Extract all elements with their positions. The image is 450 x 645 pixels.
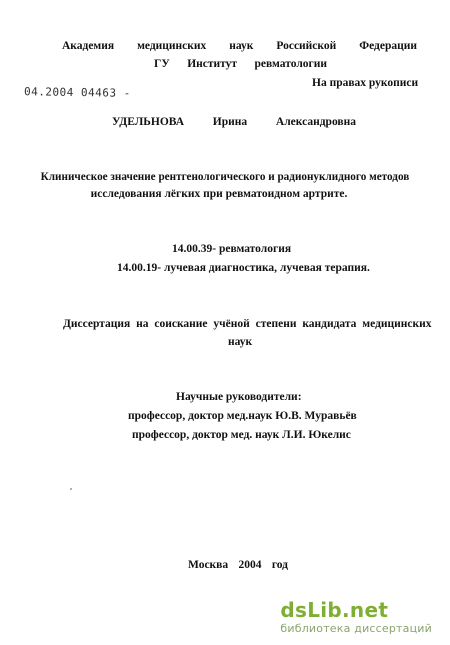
author-surname: УДЕЛЬНОВА (112, 116, 185, 128)
footer-city: Москва (188, 559, 229, 571)
footer-year-word: год (271, 559, 288, 571)
manuscript-note: На правах рукописи (312, 77, 419, 89)
author-line (112, 116, 356, 128)
dissertation-line-1: Диссертация на соискание учёной степени кандидата медицинских (63, 318, 432, 330)
archive-stamp: 04.2004 04463 - (23, 85, 131, 100)
watermark-logo (280, 599, 432, 621)
supervisors-heading: Научные руководители: (176, 391, 302, 403)
academy-word: медицинских (137, 40, 207, 52)
footer-year: 2004 (238, 559, 262, 571)
title-line-1: Клиническое значение рентгенологического и радионуклидного методов (40, 171, 410, 183)
dslib-watermark[interactable] (280, 599, 432, 635)
institute-word: Институт (187, 58, 238, 70)
watermark-subtitle: библиотека диссертаций (280, 622, 432, 635)
academy-word: Академия (62, 40, 115, 52)
specialty-line-2: 14.00.19- лучевая диагностика, лучевая терапия. (117, 262, 370, 274)
title-line-2: исследования лёгких при ревматоидном артрите. (90, 188, 348, 200)
watermark-ds: ds (280, 598, 308, 622)
specialty-line-1: 14.00.39- ревматология (172, 243, 292, 255)
institute-word: ревматологии (254, 58, 327, 70)
author-name: Ирина (212, 116, 248, 128)
institute-line (154, 58, 327, 70)
watermark-lib: Lib (307, 598, 343, 622)
academy-word: Российской (276, 40, 337, 52)
author-patronymic: Александровна (275, 116, 356, 128)
supervisor-first: профессор, доктор мед.наук Ю.В. Муравьёв (128, 410, 357, 422)
institute-word: ГУ (154, 58, 170, 70)
academy-line (62, 40, 417, 52)
supervisor-second: профессор, доктор мед. наук Л.И. Юкелис (132, 429, 351, 441)
academy-word: наук (229, 40, 254, 52)
watermark-net: .net (342, 598, 389, 622)
scan-speck (70, 488, 72, 490)
academy-word: Федерации (359, 40, 417, 52)
dissertation-line-2: наук (228, 336, 253, 348)
footer-line (188, 559, 288, 571)
